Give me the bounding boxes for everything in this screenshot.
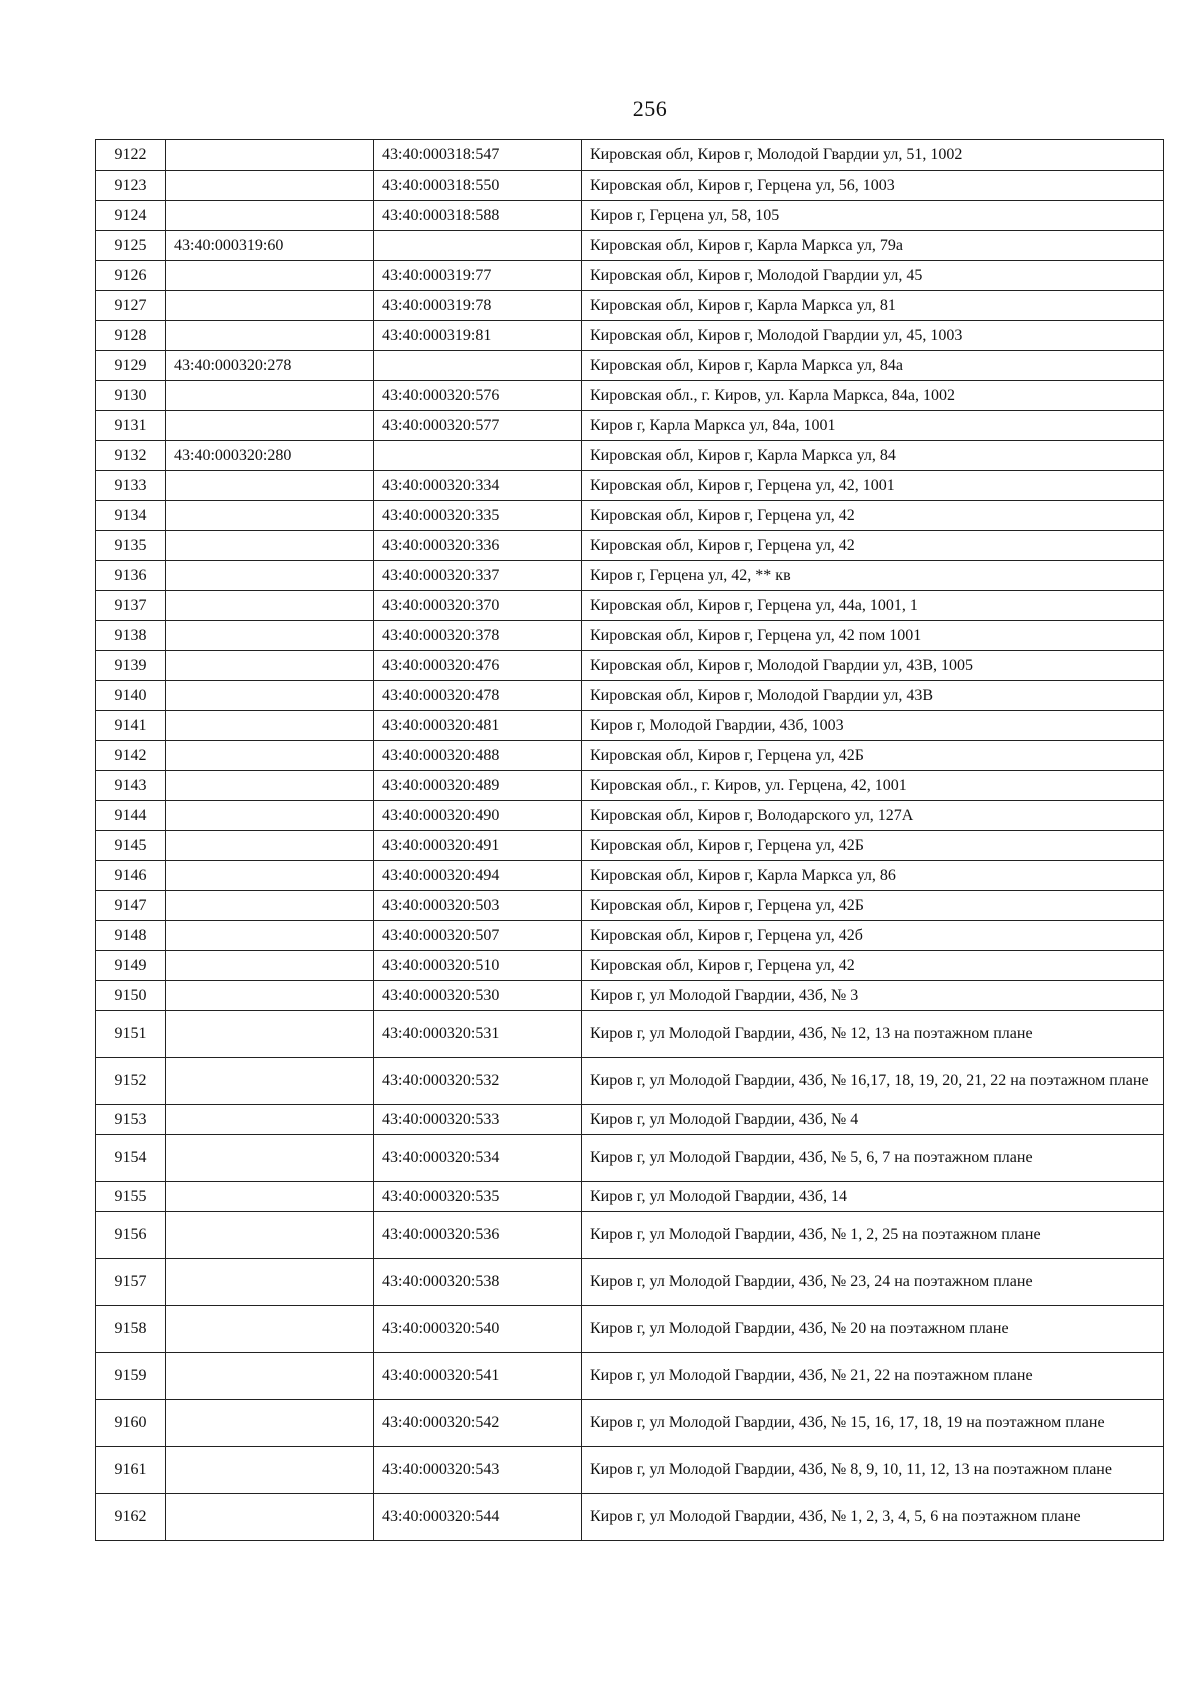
row-number-cell: 9130 [96, 381, 166, 411]
object-cadastral-number-cell: 43:40:000320:490 [374, 801, 582, 831]
address-cell: Кировская обл, Киров г, Герцена ул, 56, 1003 [582, 171, 1164, 201]
table-row [96, 621, 1164, 651]
address-cell: Кировская обл, Киров г, Карла Маркса ул, 84а [582, 351, 1164, 381]
cadastral-number-cell: 43:40:000320:280 [166, 441, 374, 471]
table-row [96, 1494, 1164, 1541]
object-cadastral-number-cell: 43:40:000319:81 [374, 321, 582, 351]
row-number-cell: 9128 [96, 321, 166, 351]
cadastral-number-cell [166, 891, 374, 921]
row-number-cell: 9132 [96, 441, 166, 471]
address-cell: Кировская обл, Киров г, Герцена ул, 44а, 1001, 1 [582, 591, 1164, 621]
object-cadastral-number-cell: 43:40:000320:378 [374, 621, 582, 651]
cadastral-number-cell [166, 1259, 374, 1306]
row-number-cell: 9126 [96, 261, 166, 291]
object-cadastral-number-cell: 43:40:000319:78 [374, 291, 582, 321]
cadastral-number-cell [166, 681, 374, 711]
object-cadastral-number-cell: 43:40:000320:538 [374, 1259, 582, 1306]
cadastral-number-cell [166, 201, 374, 231]
object-cadastral-number-cell: 43:40:000320:481 [374, 711, 582, 741]
row-number-cell: 9137 [96, 591, 166, 621]
table-row [96, 711, 1164, 741]
object-cadastral-number-cell: 43:40:000318:547 [374, 140, 582, 171]
address-cell: Киров г, ул Молодой Гвардии, 43б, № 1, 2, 25 на поэтажном плане [582, 1212, 1164, 1259]
object-cadastral-number-cell: 43:40:000320:541 [374, 1353, 582, 1400]
cadastral-number-cell [166, 561, 374, 591]
table-row [96, 741, 1164, 771]
address-cell: Киров г, ул Молодой Гвардии, 43б, № 5, 6, 7 на поэтажном плане [582, 1135, 1164, 1182]
object-cadastral-number-cell: 43:40:000320:531 [374, 1011, 582, 1058]
table-row [96, 1447, 1164, 1494]
address-cell: Кировская обл., г. Киров, ул. Карла Маркса, 84а, 1002 [582, 381, 1164, 411]
table-row [96, 651, 1164, 681]
cadastral-number-cell [166, 801, 374, 831]
object-cadastral-number-cell: 43:40:000320:535 [374, 1182, 582, 1212]
object-cadastral-number-cell [374, 231, 582, 261]
row-number-cell: 9123 [96, 171, 166, 201]
row-number-cell: 9140 [96, 681, 166, 711]
cadastral-number-cell [166, 981, 374, 1011]
table-row [96, 171, 1164, 201]
address-cell: Киров г, Герцена ул, 58, 105 [582, 201, 1164, 231]
table-row [96, 1353, 1164, 1400]
address-cell: Кировская обл, Киров г, Молодой Гвардии ул, 45, 1003 [582, 321, 1164, 351]
address-cell: Кировская обл, Киров г, Герцена ул, 42Б [582, 891, 1164, 921]
table-row [96, 411, 1164, 441]
row-number-cell: 9156 [96, 1212, 166, 1259]
address-cell: Киров г, Молодой Гвардии, 43б, 1003 [582, 711, 1164, 741]
row-number-cell: 9162 [96, 1494, 166, 1541]
object-cadastral-number-cell: 43:40:000320:478 [374, 681, 582, 711]
address-cell: Кировская обл, Киров г, Молодой Гвардии ул, 51, 1002 [582, 140, 1164, 171]
table-row [96, 831, 1164, 861]
address-cell: Кировская обл, Киров г, Герцена ул, 42б [582, 921, 1164, 951]
object-cadastral-number-cell: 43:40:000320:577 [374, 411, 582, 441]
row-number-cell: 9127 [96, 291, 166, 321]
address-cell: Киров г, ул Молодой Гвардии, 43б, № 21, 22 на поэтажном плане [582, 1353, 1164, 1400]
row-number-cell: 9151 [96, 1011, 166, 1058]
object-cadastral-number-cell: 43:40:000320:540 [374, 1306, 582, 1353]
cadastral-number-cell [166, 771, 374, 801]
cadastral-number-cell [166, 501, 374, 531]
table-row [96, 1259, 1164, 1306]
address-cell: Киров г, ул Молодой Гвардии, 43б, № 23, 24 на поэтажном плане [582, 1259, 1164, 1306]
object-cadastral-number-cell: 43:40:000320:530 [374, 981, 582, 1011]
cadastral-number-cell [166, 140, 374, 171]
cadastral-number-cell [166, 1058, 374, 1105]
address-cell: Кировская обл, Киров г, Герцена ул, 42Б [582, 741, 1164, 771]
table-row [96, 351, 1164, 381]
table-row [96, 501, 1164, 531]
cadastral-number-cell [166, 741, 374, 771]
object-cadastral-number-cell: 43:40:000320:337 [374, 561, 582, 591]
table-row [96, 441, 1164, 471]
cadastral-number-cell [166, 171, 374, 201]
object-cadastral-number-cell: 43:40:000320:543 [374, 1447, 582, 1494]
table-row [96, 1182, 1164, 1212]
address-cell: Кировская обл, Киров г, Герцена ул, 42 [582, 531, 1164, 561]
cadastral-number-cell [166, 1212, 374, 1259]
table-row [96, 681, 1164, 711]
cadastral-number-cell [166, 1494, 374, 1541]
table-row [96, 201, 1164, 231]
object-cadastral-number-cell: 43:40:000320:533 [374, 1105, 582, 1135]
row-number-cell: 9161 [96, 1447, 166, 1494]
cadastral-number-cell [166, 1306, 374, 1353]
address-cell: Киров г, Герцена ул, 42, ** кв [582, 561, 1164, 591]
object-cadastral-number-cell: 43:40:000320:542 [374, 1400, 582, 1447]
cadastral-number-cell [166, 621, 374, 651]
object-cadastral-number-cell: 43:40:000318:550 [374, 171, 582, 201]
table-row [96, 891, 1164, 921]
object-cadastral-number-cell: 43:40:000320:335 [374, 501, 582, 531]
object-cadastral-number-cell: 43:40:000320:536 [374, 1212, 582, 1259]
address-cell: Киров г, ул Молодой Гвардии, 43б, № 1, 2, 3, 4, 5, 6 на поэтажном плане [582, 1494, 1164, 1541]
cadastral-number-cell [166, 831, 374, 861]
cadastral-number-cell [166, 261, 374, 291]
row-number-cell: 9150 [96, 981, 166, 1011]
row-number-cell: 9131 [96, 411, 166, 441]
row-number-cell: 9129 [96, 351, 166, 381]
row-number-cell: 9144 [96, 801, 166, 831]
address-cell: Кировская обл, Киров г, Герцена ул, 42 пом 1001 [582, 621, 1164, 651]
table-row [96, 1212, 1164, 1259]
object-cadastral-number-cell: 43:40:000320:491 [374, 831, 582, 861]
cadastral-number-cell [166, 291, 374, 321]
cadastral-number-cell [166, 411, 374, 441]
row-number-cell: 9152 [96, 1058, 166, 1105]
row-number-cell: 9135 [96, 531, 166, 561]
object-cadastral-number-cell: 43:40:000320:507 [374, 921, 582, 951]
cadastral-number-cell [166, 1447, 374, 1494]
row-number-cell: 9157 [96, 1259, 166, 1306]
address-cell: Киров г, ул Молодой Гвардии, 43б, 14 [582, 1182, 1164, 1212]
address-cell: Кировская обл, Киров г, Герцена ул, 42, 1001 [582, 471, 1164, 501]
row-number-cell: 9146 [96, 861, 166, 891]
table-row [96, 321, 1164, 351]
row-number-cell: 9155 [96, 1182, 166, 1212]
cadastral-number-cell [166, 711, 374, 741]
cadastral-number-cell: 43:40:000319:60 [166, 231, 374, 261]
row-number-cell: 9145 [96, 831, 166, 861]
address-cell: Кировская обл, Киров г, Карла Маркса ул, 86 [582, 861, 1164, 891]
object-cadastral-number-cell: 43:40:000320:489 [374, 771, 582, 801]
cadastral-number-cell [166, 1135, 374, 1182]
address-cell: Кировская обл, Киров г, Володарского ул, 127А [582, 801, 1164, 831]
object-cadastral-number-cell: 43:40:000318:588 [374, 201, 582, 231]
cadastral-number-cell [166, 591, 374, 621]
address-cell: Кировская обл, Киров г, Молодой Гвардии ул, 45 [582, 261, 1164, 291]
table-row [96, 231, 1164, 261]
object-cadastral-number-cell: 43:40:000319:77 [374, 261, 582, 291]
table-row [96, 1400, 1164, 1447]
address-cell: Кировская обл, Киров г, Герцена ул, 42 [582, 951, 1164, 981]
table-row [96, 921, 1164, 951]
cadastral-number-cell: 43:40:000320:278 [166, 351, 374, 381]
table-row [96, 531, 1164, 561]
address-cell: Кировская обл, Киров г, Герцена ул, 42Б [582, 831, 1164, 861]
address-cell: Кировская обл, Киров г, Герцена ул, 42 [582, 501, 1164, 531]
address-cell: Киров г, ул Молодой Гвардии, 43б, № 20 на поэтажном плане [582, 1306, 1164, 1353]
cadastral-number-cell [166, 921, 374, 951]
registry-table [95, 139, 1164, 1541]
address-cell: Кировская обл, Киров г, Карла Маркса ул, 79а [582, 231, 1164, 261]
object-cadastral-number-cell: 43:40:000320:370 [374, 591, 582, 621]
object-cadastral-number-cell: 43:40:000320:510 [374, 951, 582, 981]
table-row [96, 801, 1164, 831]
address-cell: Киров г, ул Молодой Гвардии, 43б, № 15, 16, 17, 18, 19 на поэтажном плане [582, 1400, 1164, 1447]
row-number-cell: 9142 [96, 741, 166, 771]
row-number-cell: 9124 [96, 201, 166, 231]
table-row [96, 261, 1164, 291]
cadastral-number-cell [166, 1400, 374, 1447]
cadastral-number-cell [166, 1011, 374, 1058]
table-row [96, 471, 1164, 501]
object-cadastral-number-cell: 43:40:000320:494 [374, 861, 582, 891]
row-number-cell: 9134 [96, 501, 166, 531]
row-number-cell: 9141 [96, 711, 166, 741]
table-row [96, 140, 1164, 171]
address-cell: Кировская обл, Киров г, Карла Маркса ул, 81 [582, 291, 1164, 321]
row-number-cell: 9143 [96, 771, 166, 801]
table-row [96, 291, 1164, 321]
row-number-cell: 9153 [96, 1105, 166, 1135]
table-row [96, 771, 1164, 801]
object-cadastral-number-cell [374, 351, 582, 381]
address-cell: Кировская обл, Киров г, Молодой Гвардии ул, 43В, 1005 [582, 651, 1164, 681]
cadastral-number-cell [166, 471, 374, 501]
cadastral-number-cell [166, 531, 374, 561]
table-row [96, 381, 1164, 411]
object-cadastral-number-cell: 43:40:000320:488 [374, 741, 582, 771]
address-cell: Киров г, ул Молодой Гвардии, 43б, № 8, 9, 10, 11, 12, 13 на поэтажном плане [582, 1447, 1164, 1494]
object-cadastral-number-cell: 43:40:000320:503 [374, 891, 582, 921]
row-number-cell: 9149 [96, 951, 166, 981]
cadastral-number-cell [166, 951, 374, 981]
row-number-cell: 9159 [96, 1353, 166, 1400]
cadastral-number-cell [166, 861, 374, 891]
row-number-cell: 9125 [96, 231, 166, 261]
table-row [96, 861, 1164, 891]
address-cell: Киров г, ул Молодой Гвардии, 43б, № 4 [582, 1105, 1164, 1135]
cadastral-number-cell [166, 1182, 374, 1212]
row-number-cell: 9154 [96, 1135, 166, 1182]
address-cell: Кировская обл., г. Киров, ул. Герцена, 42, 1001 [582, 771, 1164, 801]
row-number-cell: 9136 [96, 561, 166, 591]
object-cadastral-number-cell: 43:40:000320:334 [374, 471, 582, 501]
address-cell: Киров г, Карла Маркса ул, 84а, 1001 [582, 411, 1164, 441]
table-row [96, 981, 1164, 1011]
row-number-cell: 9158 [96, 1306, 166, 1353]
row-number-cell: 9139 [96, 651, 166, 681]
address-cell: Киров г, ул Молодой Гвардии, 43б, № 3 [582, 981, 1164, 1011]
cadastral-number-cell [166, 651, 374, 681]
object-cadastral-number-cell [374, 441, 582, 471]
cadastral-number-cell [166, 1353, 374, 1400]
cadastral-number-cell [166, 1105, 374, 1135]
address-cell: Кировская обл, Киров г, Карла Маркса ул, 84 [582, 441, 1164, 471]
table-row [96, 951, 1164, 981]
table-row [96, 1011, 1164, 1058]
table-row [96, 1306, 1164, 1353]
row-number-cell: 9122 [96, 140, 166, 171]
object-cadastral-number-cell: 43:40:000320:544 [374, 1494, 582, 1541]
table-row [96, 1105, 1164, 1135]
table-row [96, 1135, 1164, 1182]
address-cell: Киров г, ул Молодой Гвардии, 43б, № 16,17, 18, 19, 20, 21, 22 на поэтажном плане [582, 1058, 1164, 1105]
cadastral-number-cell [166, 381, 374, 411]
table-row [96, 1058, 1164, 1105]
object-cadastral-number-cell: 43:40:000320:532 [374, 1058, 582, 1105]
object-cadastral-number-cell: 43:40:000320:476 [374, 651, 582, 681]
registry-table-body [96, 140, 1164, 1541]
row-number-cell: 9160 [96, 1400, 166, 1447]
row-number-cell: 9138 [96, 621, 166, 651]
table-row [96, 591, 1164, 621]
address-cell: Киров г, ул Молодой Гвардии, 43б, № 12, 13 на поэтажном плане [582, 1011, 1164, 1058]
address-cell: Кировская обл, Киров г, Молодой Гвардии ул, 43В [582, 681, 1164, 711]
row-number-cell: 9148 [96, 921, 166, 951]
page-number: 256 [632, 96, 668, 121]
row-number-cell: 9133 [96, 471, 166, 501]
table-row [96, 561, 1164, 591]
row-number-cell: 9147 [96, 891, 166, 921]
object-cadastral-number-cell: 43:40:000320:336 [374, 531, 582, 561]
object-cadastral-number-cell: 43:40:000320:534 [374, 1135, 582, 1182]
object-cadastral-number-cell: 43:40:000320:576 [374, 381, 582, 411]
cadastral-number-cell [166, 321, 374, 351]
